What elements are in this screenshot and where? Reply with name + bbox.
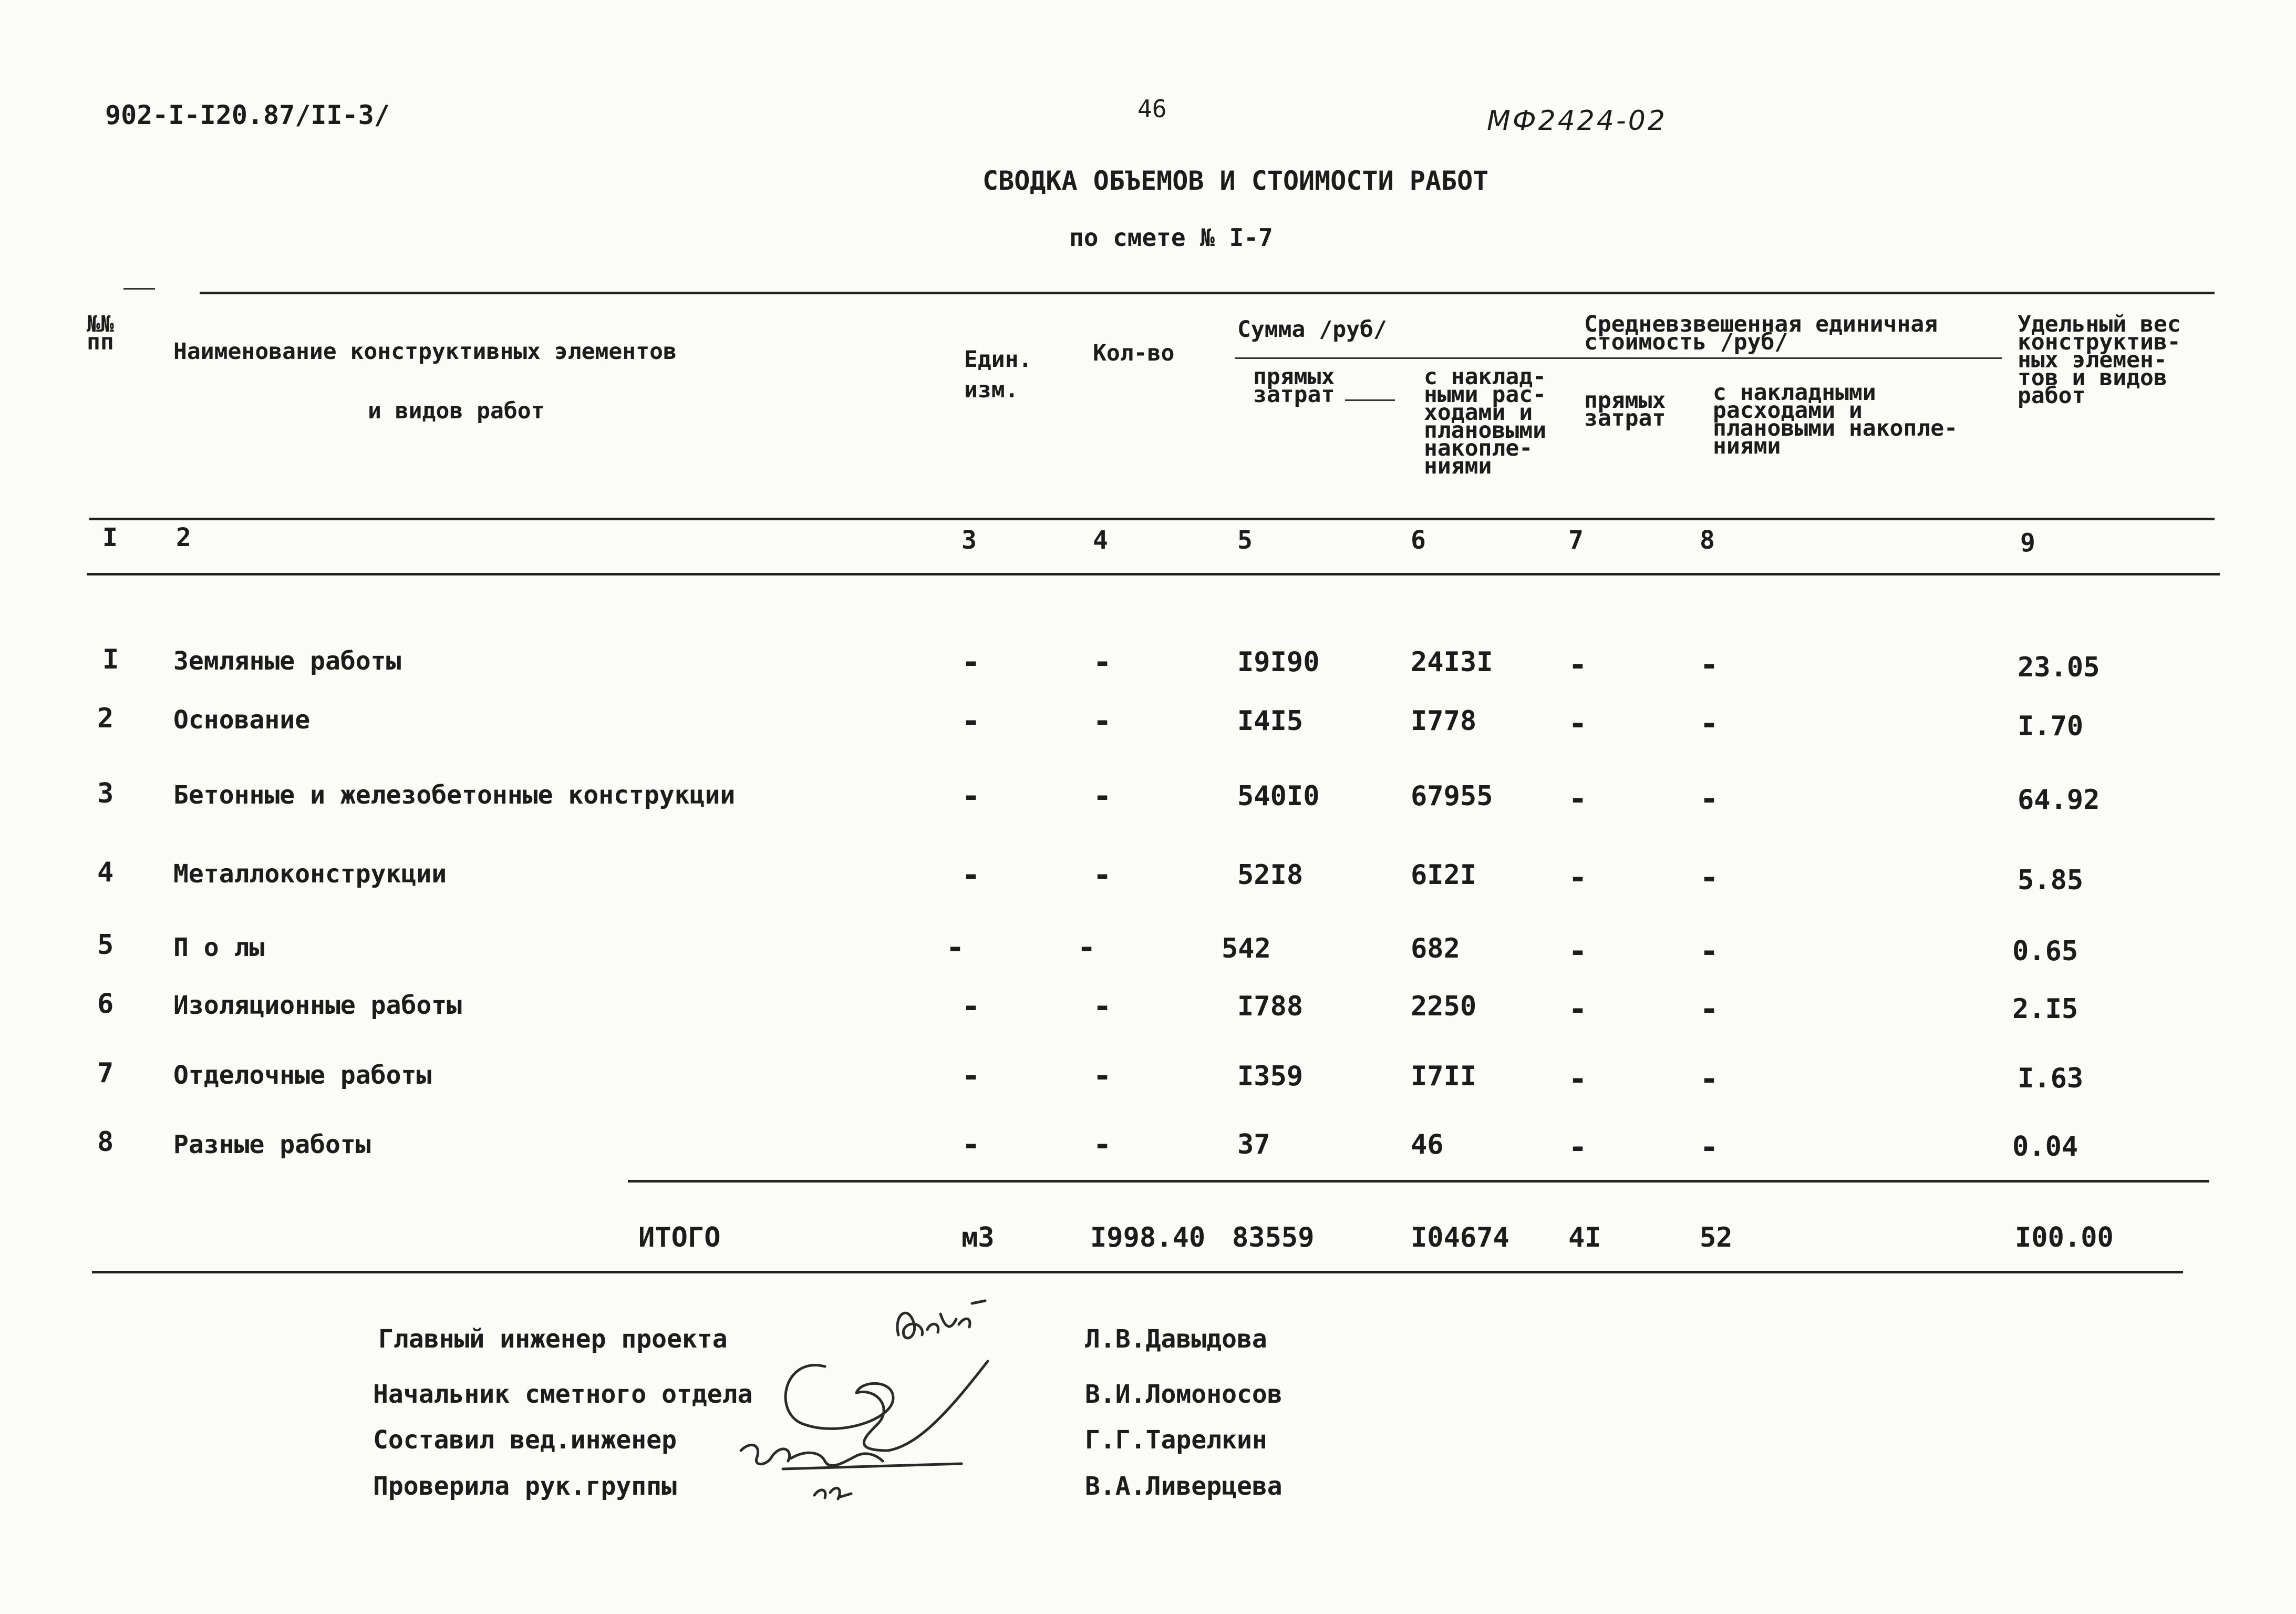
col-numbers-rule xyxy=(87,573,2220,575)
row-weight: 0.04 xyxy=(2012,1131,2078,1163)
row-name: Изоляционные работы xyxy=(173,991,462,1020)
row-qty: - xyxy=(1093,644,1112,681)
row-overhead: I7II xyxy=(1411,1061,1477,1092)
row-num: I xyxy=(102,644,119,675)
total-weight: I00.00 xyxy=(2015,1222,2114,1253)
col-head-weight: Удельный вес конструктив- ных элемен- тов и видов работ xyxy=(2018,311,2181,409)
row-num: 7 xyxy=(97,1057,114,1089)
col-head-avg-overhead: с накладными расходами и плановыми накопле- ниями xyxy=(1713,379,1958,459)
document-code: 902-I-I20.87/II-3/ xyxy=(105,100,390,130)
row-direct: I359 xyxy=(1237,1061,1304,1092)
row-direct: I9I90 xyxy=(1237,646,1320,678)
row-unit: - xyxy=(961,644,981,681)
col-head-num: №№ пп xyxy=(87,311,114,355)
row-num: 8 xyxy=(97,1126,114,1158)
row-direct: I4I5 xyxy=(1237,705,1304,737)
col-head-avg: Средневзвешенная единичная стоимость /руб/ xyxy=(1584,311,1938,355)
page-subtitle: по смете № I-7 xyxy=(1069,223,1273,252)
col-number: 3 xyxy=(961,526,977,555)
row-weight: 5.85 xyxy=(2018,865,2084,896)
row-name: Отделочные работы xyxy=(173,1061,432,1090)
row-direct: 540I0 xyxy=(1237,780,1320,812)
col-number: 4 xyxy=(1093,526,1108,555)
col-number: 2 xyxy=(176,523,191,552)
col-head-sum-overhead: с наклад- ными рас- ходами и плановыми накопле- ниями xyxy=(1424,364,1546,479)
subtotal-rule xyxy=(628,1180,2209,1183)
top-rule xyxy=(200,292,2215,294)
row-unit: - xyxy=(961,988,981,1025)
col-number: 6 xyxy=(1411,526,1426,555)
col-head-name-1: Наименование конструктивных элементов xyxy=(173,338,677,365)
col-head-unit: Един. изм. xyxy=(964,346,1032,403)
total-direct: 83559 xyxy=(1232,1222,1315,1253)
row-name: Металлоконструкции xyxy=(173,859,447,889)
row-overhead: 24I3I xyxy=(1411,646,1493,678)
row-qty: - xyxy=(1093,857,1112,893)
sig-name: В.И.Ломоносов xyxy=(1085,1380,1283,1409)
sig-role: Проверила рук.группы xyxy=(373,1472,677,1501)
row-avg-direct: - xyxy=(1568,646,1588,683)
row-weight: 2.I5 xyxy=(2012,993,2078,1025)
row-avg-overhead: - xyxy=(1700,1061,1719,1097)
header-bottom-rule xyxy=(89,518,2215,520)
archive-code: МФ2424-02 xyxy=(1487,105,1667,137)
row-overhead: 2250 xyxy=(1411,991,1477,1022)
row-qty: - xyxy=(1093,1126,1112,1163)
sig-role: Главный инженер проекта xyxy=(378,1324,728,1354)
row-unit: - xyxy=(961,1126,981,1163)
sig-name: Л.В.Давыдова xyxy=(1085,1324,1267,1354)
row-avg-direct: - xyxy=(1568,991,1588,1027)
col-head-avg-direct: прямых затрат xyxy=(1584,387,1666,431)
row-num: 4 xyxy=(97,857,114,888)
row-weight: I.70 xyxy=(2018,711,2084,742)
row-avg-direct: - xyxy=(1568,933,1588,970)
row-num: 6 xyxy=(97,988,114,1020)
sig-role: Составил вед.инженер xyxy=(373,1425,677,1455)
row-avg-overhead: - xyxy=(1700,991,1719,1027)
sig-name: Г.Г.Тарелкин xyxy=(1085,1425,1267,1455)
row-avg-overhead: - xyxy=(1700,780,1719,817)
row-qty: - xyxy=(1093,703,1112,739)
row-direct: 52I8 xyxy=(1237,859,1304,891)
handwritten-signature-image xyxy=(720,1293,1035,1514)
row-num: 2 xyxy=(97,703,114,734)
row-avg-overhead: - xyxy=(1700,705,1719,742)
col-head-qty: Кол-во xyxy=(1093,340,1175,366)
table-bottom-rule xyxy=(92,1271,2183,1273)
row-qty: - xyxy=(1093,988,1112,1025)
row-weight: I.63 xyxy=(2018,1063,2084,1094)
row-avg-direct: - xyxy=(1568,705,1588,742)
row-overhead: 682 xyxy=(1411,933,1460,964)
total-unit: м3 xyxy=(961,1222,995,1253)
row-unit: - xyxy=(961,1057,981,1094)
row-weight: 64.92 xyxy=(2018,784,2100,816)
row-avg-overhead: - xyxy=(1700,646,1719,683)
total-avg-overhead: 52 xyxy=(1700,1222,1733,1253)
row-avg-direct: - xyxy=(1568,780,1588,817)
row-qty: - xyxy=(1093,778,1112,815)
row-avg-direct: - xyxy=(1568,859,1588,896)
row-name: Разные работы xyxy=(173,1130,371,1159)
page-title: СВОДКА ОБЪЕМОВ И СТОИМОСТИ РАБОТ xyxy=(982,166,1489,196)
sum-subheader-rule xyxy=(1235,357,2002,359)
row-avg-overhead: - xyxy=(1700,1129,1719,1166)
top-rule-left xyxy=(123,288,155,290)
row-avg-direct: - xyxy=(1568,1129,1588,1166)
row-overhead: 46 xyxy=(1411,1129,1444,1160)
total-qty: I998.40 xyxy=(1090,1222,1206,1253)
row-unit: - xyxy=(961,857,981,893)
col-number: I xyxy=(102,523,118,552)
row-avg-overhead: - xyxy=(1700,933,1719,970)
row-num: 3 xyxy=(97,778,114,809)
row-direct: I788 xyxy=(1237,991,1304,1022)
row-unit: - xyxy=(961,703,981,739)
row-unit: - xyxy=(946,929,965,966)
page-number: 46 xyxy=(1137,95,1167,123)
row-unit: - xyxy=(961,778,981,815)
row-qty: - xyxy=(1093,1057,1112,1094)
row-qty: - xyxy=(1077,929,1097,966)
col-head-sum: Сумма /руб/ xyxy=(1237,316,1387,343)
sig-name: В.А.Ливерцева xyxy=(1085,1472,1283,1501)
row-num: 5 xyxy=(97,929,114,961)
row-overhead: 67955 xyxy=(1411,780,1493,812)
sig-role: Начальник сметного отдела xyxy=(373,1380,753,1409)
row-name: Земляные работы xyxy=(173,646,401,676)
col-head-sum-direct: прямых затрат xyxy=(1253,364,1335,408)
row-name: Бетонные и железобетонные конструкции xyxy=(173,780,736,810)
row-avg-overhead: - xyxy=(1700,859,1719,896)
row-avg-direct: - xyxy=(1568,1061,1588,1097)
row-overhead: 6I2I xyxy=(1411,859,1477,891)
row-weight: 23.05 xyxy=(2018,652,2100,683)
row-overhead: I778 xyxy=(1411,705,1477,737)
sum-direct-tick xyxy=(1345,399,1395,401)
col-number: 8 xyxy=(1700,526,1715,555)
row-direct: 542 xyxy=(1222,933,1271,964)
row-name: Основание xyxy=(173,705,311,735)
row-name: П о лы xyxy=(173,933,265,962)
row-direct: 37 xyxy=(1237,1129,1270,1160)
col-head-name-2: и видов работ xyxy=(368,398,545,424)
col-number: 5 xyxy=(1237,526,1253,555)
total-avg-direct: 4I xyxy=(1568,1222,1601,1253)
total-label: ИТОГО xyxy=(638,1222,721,1253)
col-number: 7 xyxy=(1568,526,1584,555)
col-number: 9 xyxy=(2020,528,2035,558)
row-weight: 0.65 xyxy=(2012,935,2078,967)
total-overhead: I04674 xyxy=(1411,1222,1509,1253)
